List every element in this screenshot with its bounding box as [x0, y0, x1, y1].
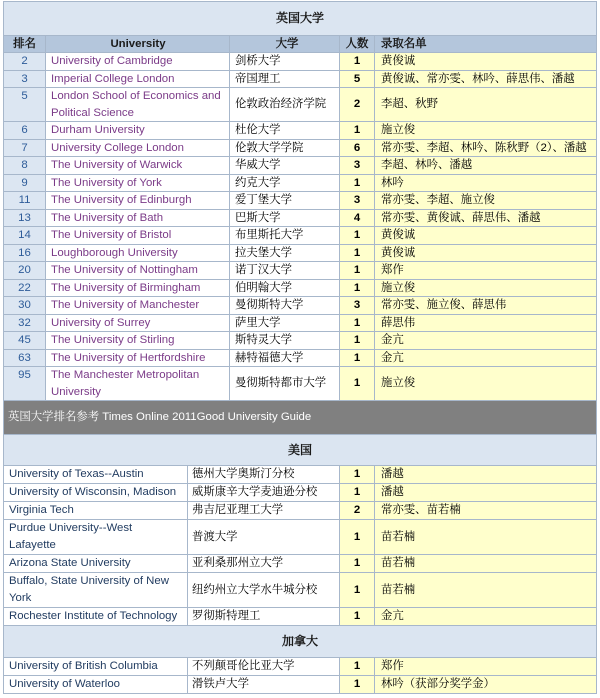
us-university-row [4, 466, 597, 484]
admit-count: 1 [340, 280, 375, 298]
uk-university-row [4, 53, 597, 71]
admit-names: 林吟 [375, 175, 597, 193]
university-name: University of Cambridge [46, 53, 230, 71]
header-university: University [46, 36, 230, 53]
rank-cell: 14 [4, 227, 46, 245]
admit-names: 薛思伟 [375, 315, 597, 333]
admit-count: 1 [340, 466, 375, 484]
us-university-row [4, 502, 597, 520]
canada-university-row [4, 658, 597, 676]
uk-university-row [4, 175, 597, 193]
admit-names: 施立俊 [375, 122, 597, 140]
university-name: The University of Manchester [46, 297, 230, 315]
admit-names: 苗若楠 [375, 520, 597, 555]
rank-cell: 13 [4, 210, 46, 228]
university-name: The University of Warwick [46, 157, 230, 175]
canada-rows [4, 658, 597, 694]
admit-count: 4 [340, 210, 375, 228]
chinese-name: 纽约州立大学水牛城分校 [188, 573, 340, 608]
rank-cell: 6 [4, 122, 46, 140]
us-university-row [4, 555, 597, 573]
admit-count: 2 [340, 88, 375, 122]
university-name: University of Surrey [46, 315, 230, 333]
admit-names: 常亦雯、苗若楠 [375, 502, 597, 520]
university-name: London School of Economics and Political Science [46, 88, 230, 122]
admit-names: 郑作 [375, 658, 597, 676]
university-name: The University of Birmingham [46, 280, 230, 298]
canada-section-title: 加拿大 [4, 626, 597, 658]
admit-count: 1 [340, 520, 375, 555]
university-name: The University of Nottingham [46, 262, 230, 280]
chinese-name: 威斯康辛大学麦迪逊分校 [188, 484, 340, 502]
rank-cell: 7 [4, 140, 46, 158]
university-name: The University of York [46, 175, 230, 193]
university-name: The University of Bath [46, 210, 230, 228]
us-rows [4, 466, 597, 626]
table-header-row [4, 36, 597, 53]
admit-count: 1 [340, 227, 375, 245]
rank-cell: 45 [4, 332, 46, 350]
admit-count: 1 [340, 676, 375, 694]
admit-count: 1 [340, 315, 375, 333]
admit-names: 黄俊诚、常亦雯、林吟、薛思伟、潘越 [375, 71, 597, 89]
uk-university-row [4, 71, 597, 89]
chinese-name: 滑铁卢大学 [188, 676, 340, 694]
header-admit-names: 录取名单 [375, 36, 597, 53]
admit-count: 1 [340, 245, 375, 263]
admit-names: 苗若楠 [375, 573, 597, 608]
admit-names: 李超、秋野 [375, 88, 597, 122]
admit-names: 黄俊诚 [375, 53, 597, 71]
university-name: Buffalo, State University of New York [4, 573, 188, 608]
admit-count: 3 [340, 157, 375, 175]
chinese-name: 不列颠哥伦比亚大学 [188, 658, 340, 676]
university-name: University of Texas--Austin [4, 466, 188, 484]
university-name: University of Wisconsin, Madison [4, 484, 188, 502]
admit-count: 1 [340, 350, 375, 368]
uk-university-row [4, 210, 597, 228]
admit-count: 6 [340, 140, 375, 158]
rank-cell: 20 [4, 262, 46, 280]
admit-names: 李超、林吟、潘越 [375, 157, 597, 175]
admit-names: 黄俊诚 [375, 245, 597, 263]
us-university-row [4, 520, 597, 555]
admit-names: 施立俊 [375, 280, 597, 298]
admit-names: 施立俊 [375, 367, 597, 401]
chinese-name: 帝国理工 [230, 71, 340, 89]
rank-cell: 30 [4, 297, 46, 315]
chinese-name: 剑桥大学 [230, 53, 340, 71]
university-name: Virginia Tech [4, 502, 188, 520]
rank-cell: 8 [4, 157, 46, 175]
chinese-name: 伦敦大学学院 [230, 140, 340, 158]
admit-names: 潘越 [375, 466, 597, 484]
chinese-name: 伦敦政治经济学院 [230, 88, 340, 122]
chinese-name: 普渡大学 [188, 520, 340, 555]
rank-cell: 2 [4, 53, 46, 71]
admit-count: 3 [340, 192, 375, 210]
admit-names: 林吟（获部分奖学金） [375, 676, 597, 694]
chinese-name: 曼彻斯特都市大学 [230, 367, 340, 401]
chinese-name: 巴斯大学 [230, 210, 340, 228]
admit-count: 1 [340, 573, 375, 608]
uk-section-title: 英国大学 [4, 2, 597, 36]
us-university-row [4, 573, 597, 608]
chinese-name: 罗彻斯特理工 [188, 608, 340, 626]
rank-cell: 9 [4, 175, 46, 193]
chinese-name: 斯特灵大学 [230, 332, 340, 350]
admit-names: 黄俊诚 [375, 227, 597, 245]
uk-university-row [4, 245, 597, 263]
header-chinese-name: 大学 [230, 36, 340, 53]
admit-count: 1 [340, 608, 375, 626]
university-name: Purdue University--West Lafayette [4, 520, 188, 555]
chinese-name: 曼彻斯特大学 [230, 297, 340, 315]
admit-count: 2 [340, 502, 375, 520]
uk-university-row [4, 332, 597, 350]
uk-university-row [4, 122, 597, 140]
admit-count: 1 [340, 175, 375, 193]
university-name: Arizona State University [4, 555, 188, 573]
uk-university-row [4, 192, 597, 210]
rank-cell: 95 [4, 367, 46, 401]
university-name: Imperial College London [46, 71, 230, 89]
university-name: Durham University [46, 122, 230, 140]
admit-names: 苗若楠 [375, 555, 597, 573]
us-university-row [4, 608, 597, 626]
uk-university-row [4, 262, 597, 280]
university-name: University of Waterloo [4, 676, 188, 694]
rank-cell: 11 [4, 192, 46, 210]
uk-university-row [4, 227, 597, 245]
admit-names: 金亢 [375, 332, 597, 350]
admit-count: 1 [340, 53, 375, 71]
uk-university-row [4, 157, 597, 175]
admit-names: 金亢 [375, 608, 597, 626]
rank-cell: 16 [4, 245, 46, 263]
admit-names: 常亦雯、李超、林吟、陈秋野（2）、潘越 [375, 140, 597, 158]
canada-university-row [4, 676, 597, 694]
admit-count: 1 [340, 262, 375, 280]
header-count: 人数 [340, 36, 375, 53]
chinese-name: 亚利桑那州立大学 [188, 555, 340, 573]
rank-cell: 22 [4, 280, 46, 298]
uk-university-row [4, 315, 597, 333]
chinese-name: 萨里大学 [230, 315, 340, 333]
university-name: Loughborough University [46, 245, 230, 263]
admit-names: 常亦雯、施立俊、薛思伟 [375, 297, 597, 315]
chinese-name: 布里斯托大学 [230, 227, 340, 245]
rank-cell: 5 [4, 88, 46, 122]
uk-university-row [4, 280, 597, 298]
chinese-name: 诺丁汉大学 [230, 262, 340, 280]
rank-cell: 32 [4, 315, 46, 333]
admit-names: 金亢 [375, 350, 597, 368]
university-name: The University of Bristol [46, 227, 230, 245]
chinese-name: 德州大学奥斯汀分校 [188, 466, 340, 484]
us-section-title: 美国 [4, 435, 597, 466]
university-name: University College London [46, 140, 230, 158]
header-rank: 排名 [4, 36, 46, 53]
admit-count: 5 [340, 71, 375, 89]
admit-count: 1 [340, 555, 375, 573]
chinese-name: 华威大学 [230, 157, 340, 175]
us-university-row [4, 484, 597, 502]
uk-university-row [4, 88, 597, 122]
chinese-name: 赫特福德大学 [230, 350, 340, 368]
university-name: The Manchester Metropolitan University [46, 367, 230, 401]
chinese-name: 爱丁堡大学 [230, 192, 340, 210]
chinese-name: 弗吉尼亚理工大学 [188, 502, 340, 520]
uk-university-row [4, 140, 597, 158]
admit-count: 1 [340, 658, 375, 676]
university-name: University of British Columbia [4, 658, 188, 676]
admit-count: 1 [340, 122, 375, 140]
rank-cell: 63 [4, 350, 46, 368]
ranking-reference-note: 英国大学排名参考 Times Online 2011Good University Guide [4, 401, 597, 435]
university-name: The University of Hertfordshire [46, 350, 230, 368]
chinese-name: 伯明翰大学 [230, 280, 340, 298]
admit-count: 1 [340, 484, 375, 502]
admit-names: 常亦雯、黄俊诚、薛思伟、潘越 [375, 210, 597, 228]
uk-university-row [4, 367, 597, 401]
admit-names: 郑作 [375, 262, 597, 280]
university-name: The University of Edinburgh [46, 192, 230, 210]
uk-rows [4, 53, 597, 401]
university-name: The University of Stirling [46, 332, 230, 350]
chinese-name: 拉夫堡大学 [230, 245, 340, 263]
chinese-name: 杜伦大学 [230, 122, 340, 140]
admit-names: 潘越 [375, 484, 597, 502]
admissions-table [3, 1, 597, 694]
university-name: Rochester Institute of Technology [4, 608, 188, 626]
admit-count: 1 [340, 367, 375, 401]
uk-university-row [4, 350, 597, 368]
rank-cell: 3 [4, 71, 46, 89]
uk-university-row [4, 297, 597, 315]
admit-count: 1 [340, 332, 375, 350]
admit-names: 常亦雯、李超、施立俊 [375, 192, 597, 210]
chinese-name: 约克大学 [230, 175, 340, 193]
admit-count: 3 [340, 297, 375, 315]
